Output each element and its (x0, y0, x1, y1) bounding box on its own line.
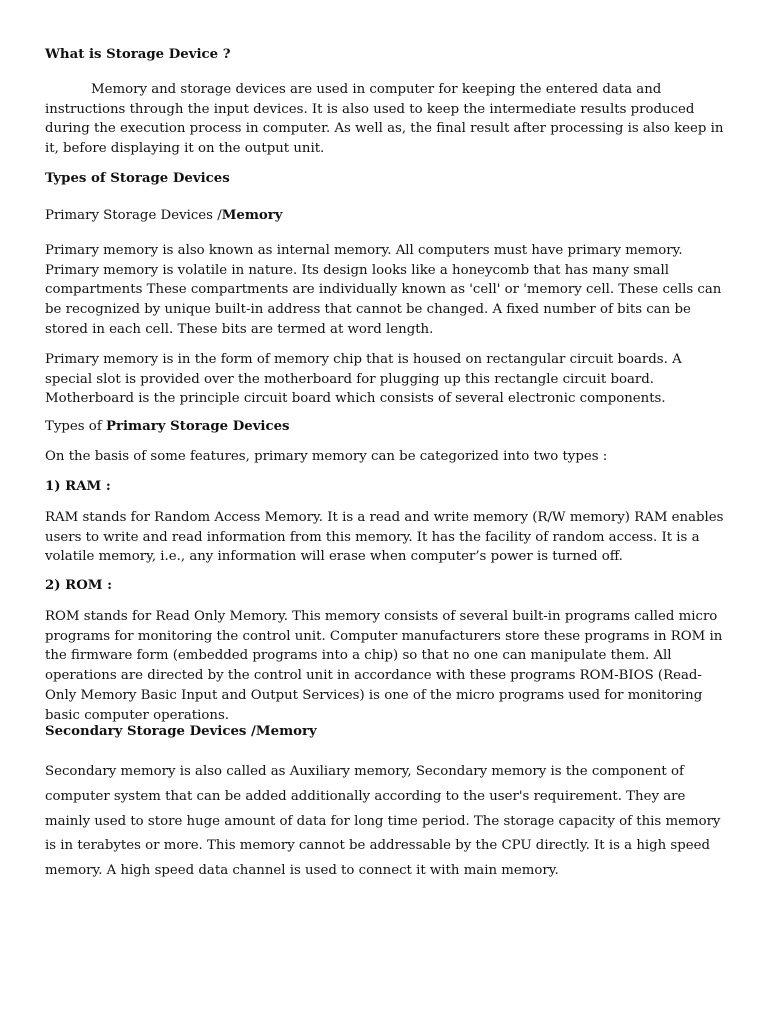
types-heading-normal: Types of (45, 419, 102, 434)
primary-heading-bold: Memory (221, 208, 283, 223)
primary-memory-paragraph-1: Primary memory is also known as internal memory. All computers must have primary memory. Primary memory is volatile in nature. Its design looks like a honeycomb that has many small compartments These compartments are individually known as 'cell' or 'memory cell. These cells can be recognized by unique built-in address that cannot be changed. A fixed number of bits can be stored in each cell. These bits are termed at word length. (45, 243, 722, 337)
types-heading-bold: Primary Storage Devices (105, 419, 290, 434)
basis-paragraph: On the basis of some features, primary memory can be categorized into two types : (45, 449, 608, 464)
heading-rom: 2) ROM : (45, 578, 113, 593)
heading-primary-storage-devices (45, 208, 725, 223)
primary-memory-paragraph-2: Primary memory is in the form of memory chip that is housed on rectangular circuit boards. A special slot is provided over the motherboard for plugging up this rectangle circuit board. Motherboard is the principle circuit board which consists of several electronic components. (45, 352, 682, 407)
heading-types-of-storage-devices: Types of Storage Devices (45, 171, 230, 186)
heading-ram: 1) RAM : (45, 479, 111, 494)
heading-types-of-primary-storage (45, 419, 725, 434)
rom-paragraph: ROM stands for Read Only Memory. This memory consists of several built-in programs called micro programs for monitoring the control unit. Computer manufacturers store these programs in ROM in the firmware form (embedded programs into a chip) so that no one can manipulate them. All operations are directed by the control unit in accordance with these programs ROM-BIOS (Read-Only Memory Basic Input and Output Services) is one of the micro programs used for monitoring basic computer operations. (45, 609, 723, 723)
heading-what-is-storage-device: What is Storage Device ? (45, 47, 231, 62)
intro-paragraph: Memory and storage devices are used in computer for keeping the entered data and instructions through the input devices. It is also used to keep the intermediate results produced during the execution process in computer. As well as, the final result after processing is also keep in it, before displaying it on the output unit. (45, 82, 724, 157)
heading-secondary-storage-devices: Secondary Storage Devices /Memory (45, 724, 317, 739)
ram-paragraph: RAM stands for Random Access Memory. It is a read and write memory (R/W memory) RAM enables users to write and read information from this memory. It has the facility of random access. It is a volatile memory, i.e., any information will erase when computer’s power is turned off. (45, 510, 724, 565)
primary-heading-normal: Primary Storage Devices / (45, 208, 222, 223)
secondary-memory-paragraph: Secondary memory is also called as Auxiliary memory, Secondary memory is the component of computer system that can be added additionally according to the user's requirement. They are mainly used to store huge amount of data for long time period. The storage capacity of this memory is in terabytes or more. This memory cannot be addressable by the CPU directly. It is a high speed memory. A high speed data channel is used to connect it with main memory. (45, 764, 721, 879)
